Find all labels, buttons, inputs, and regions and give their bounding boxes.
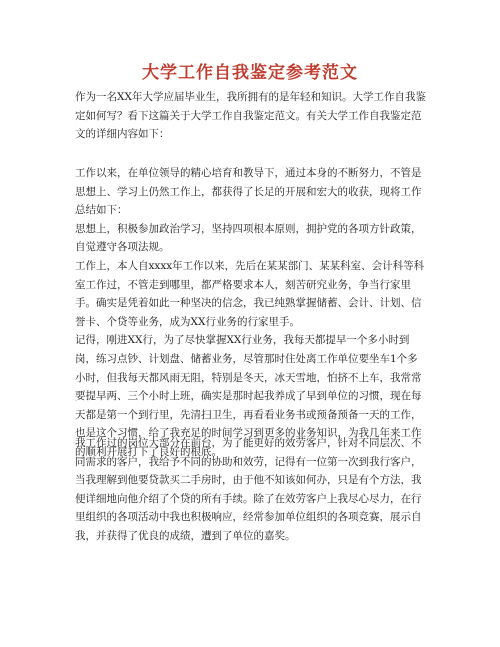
main-body — [75, 164, 427, 462]
closing-block — [75, 434, 427, 546]
intro-block — [75, 88, 427, 144]
paragraph: 思想上，积极参加政治学习，坚持四项根本原则，拥护党的各项方针政策，自觉遵守各项法规。 — [75, 222, 422, 254]
closing-paragraph: 我工作过的岗位大部分在前台，为了能更好的效劳客户，针对不同层次、不同需求的客户，我给予不同的协助和效劳，记得有一位第一次到我行客户，当我理解到他要贷款买二手房时，由于他不知该如何办，只是有个方法，我便详细地向他介绍了个贷的所有手续。除了在效劳客户上我尽心尽力，在行里组织的各项活动中我也积极响应，经常参加单位组织的各项竞赛，展示自我，并获得了优良的成绩，遭到了单位的嘉奖。 — [75, 437, 422, 542]
paragraph: 记得，刚进XX行，为了尽快掌握XX行业务，我每天都提早一个多小时到岗，练习点钞、计划盘、储蓄业务，尽管那时住处离工作单位要坐车1个多小时，但我每天都风雨无阻，特别是冬天，冰天雪地，怕挤不上车，我常常要提早两、三个小时上班，确实是那时起我养成了早到单位的习惯，现在每天都是第一个到行里，先清扫卫生，再看看业务书或预备预备一天的工作，也是这个习惯，给了我充足的时间学习到更多的业务知识，为我几年来工作的顺利开展打下了良好的根底。 — [75, 334, 422, 458]
intro-paragraph: 作为一名XX年大学应届毕业生，我所拥有的是年轻和知识。大学工作自我鉴定如何写？看下这篇关于大学工作自我鉴定范文。有关大学工作自我鉴定范文的详细内容如下： — [75, 91, 426, 141]
paragraph: 工作上，本人自xxxx年工作以来，先后在某某部门、某某科室、会计科等科室工作过，不管走到哪里，都严格要求本人，刻苦研究业务，争当行家里手。确实是凭着如此一种坚决的信念，我已纯熟掌握储蓄、会计、计划、信誉卡、个贷等业务，成为XX行业务的行家里手。 — [75, 259, 425, 328]
paragraph: 工作以来，在单位领导的精心培育和教导下，通过本身的不断努力，不管是思想上、学习上仍然工作上，都获得了长足的开展和宏大的收获，现将工作总结如下： — [75, 167, 422, 217]
document-title: 大学工作自我鉴定参考范文 — [142, 63, 358, 83]
